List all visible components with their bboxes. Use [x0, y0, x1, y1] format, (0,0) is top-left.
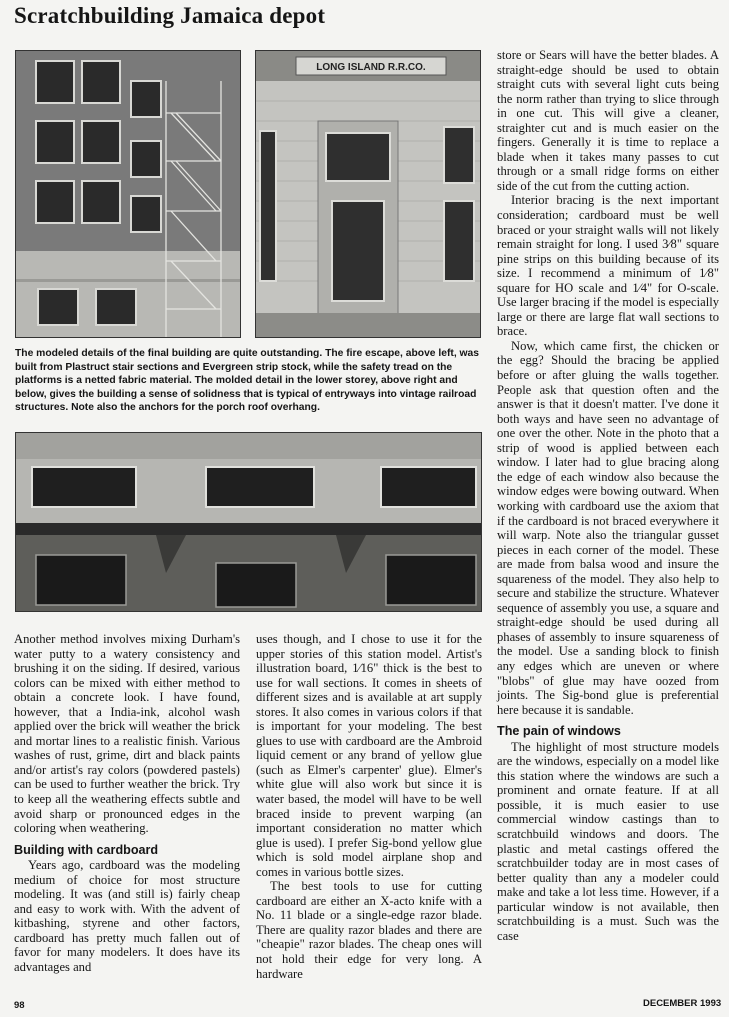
- col3-paragraph-1: store or Sears will have the better blades. A straight-edge should be used to obtain straight cuts with several light cuts being the norm rather than trying to slice through in one cut. This will give a cleaner, straighter cut and is much easier on the fingers. Generally it is time to replace a blade when it takes many passes to cut through or a small ridge forms on either side of the cut from the cutting action.: [497, 48, 719, 193]
- section-heading-cardboard: Building with cardboard: [14, 842, 159, 857]
- photo-caption: [15, 347, 481, 415]
- fire-escape-illustration: [16, 51, 240, 337]
- col3-paragraph-4: The highlight of most structure models are the windows, especially on a model like this station where the windows are such a prominent and ornate feature. If at all possible, it is much easier to use commercial window castings than to scratchbuild windows and doors. The plastic and metal castings offered the scratchbuilder today are in most cases of better quality than any a modeler could make and take a lot less time. However, if a particular window is not available, then scratchbuilding is a must. Such was the case: [497, 739, 719, 943]
- col2-paragraph-2: The best tools to use for cutting cardboard are either an X-acto knife with a No. 11 blade or a single-edge razor blade. There are quality razor blades and there are "cheapie" razor blades. The cheap ones will not hold their edge for very long. A hardware: [256, 879, 482, 981]
- col3-paragraph-3: Now, which came first, the chicken or the egg? Should the bracing be applied before or after gluing the walls together. People ask that question often and the answer is that it doesn't matter. I've done it both ways and have seen no advantage of one over the other. Note in the photo that a strip of wood is applied between each window. I later had to glue bracing along the edge of each window also because the window edges were bowing outward. When working with cardboard use the axiom that if the cardboard is not braced everywhere it will warp. Note also the triangular gusset pieces in each corner of the model. These are made from balsa wood and insure the squareness of the model. They also help to secure and stabilize the structure. Whatever sequence of assembly you use, a square and straight-edge should be used during all phases of assembly to insure squareness of the model. Use a sanding block to finish any edges which are uneven or where "blobs" of glue may have oozed from joints. The Sig-bond glue is preferential here because it is sandable.: [497, 338, 719, 717]
- entrance-illustration: [256, 51, 480, 337]
- page-number: 98: [14, 1000, 25, 1011]
- col1-paragraph-1: Another method involves mixing Durham's water putty to a watery consistency and brushing it on the siding. If desired, various colors can be mixed with either method to obtain a concrete look. I have found, however, that a India-ink, alcohol wash applied over the brick will weather the brick and mortar lines to a realistic finish. Various washes of rust, grime, dirt and black paints and/or artist's ray colors (powdered pastels) can be used to further weather the brick. Try to keep all the weathering effects subtle and avoid sharp or pronounced edges in the coloring when weathering.: [14, 632, 240, 836]
- lower-storey-illustration: [16, 433, 481, 611]
- page-title: Scratchbuilding Jamaica depot: [14, 3, 326, 28]
- photo-fire-escape: [15, 50, 241, 338]
- col2-paragraph-1: uses though, and I chose to use it for the upper stories of this station model. Artist's illustration board, 1⁄16" thick is the best to use for wall sections. It comes in sheets of different sizes and is available at art supply stores. It also comes in various colors if that is important for your modeling. The best glues to use with cardboard are the Ambroid liquid cement or any brand of yellow glue (such as Elmer's carpenter' glue). Elmer's white glue will also work but since it is water based, the model will have to be well braced inside to prevent warping (an important consideration no matter which glue is used). I prefer Sig-bond yellow glue which is sold model airplane shop and comes in various bottle sizes.: [256, 632, 482, 879]
- col3-paragraph-2: Interior bracing is the next important consideration; cardboard must be well braced or your straight walls will not likely remain straight for long. I used 3⁄8" square pine strips on this building because of its size. I recommend a minimum of 1⁄8" square for HO scale and 1⁄4" for O-scale. Use larger bracing if the model is especially large or there are large flat wall sections to brace.: [497, 193, 719, 339]
- photo-lower-storey: [15, 432, 482, 612]
- sign-text: LONG ISLAND R.R.CO.: [316, 62, 426, 73]
- col1-paragraph-2: Years ago, cardboard was the modeling medium of choice for most structure modeling. It was (and still is) fairly cheap and easy to work with. With the advent of kitbashing, styrene and other factors, cardboard has pretty much fallen out of favor for many modelers. It does have its advantages and: [14, 858, 240, 975]
- column-1: [14, 632, 240, 975]
- issue-date: DECEMBER 1993: [643, 998, 722, 1009]
- column-3: [497, 48, 719, 943]
- column-2: [256, 632, 482, 981]
- section-heading-windows: The pain of windows: [497, 724, 621, 739]
- caption-text: The modeled details of the final building are quite outstanding. The fire escape, above left, was built from Plastruct stair sections and Evergreen strip stock, while the safety tread on the platforms is a netted fabric material. The molded detail in the lower storey, above right and below, gives the building a sense of solidness that is typical of entryways into vintage railroad structures. Note also the anchors for the porch roof overhang.: [15, 348, 480, 414]
- photo-entrance: [255, 50, 481, 338]
